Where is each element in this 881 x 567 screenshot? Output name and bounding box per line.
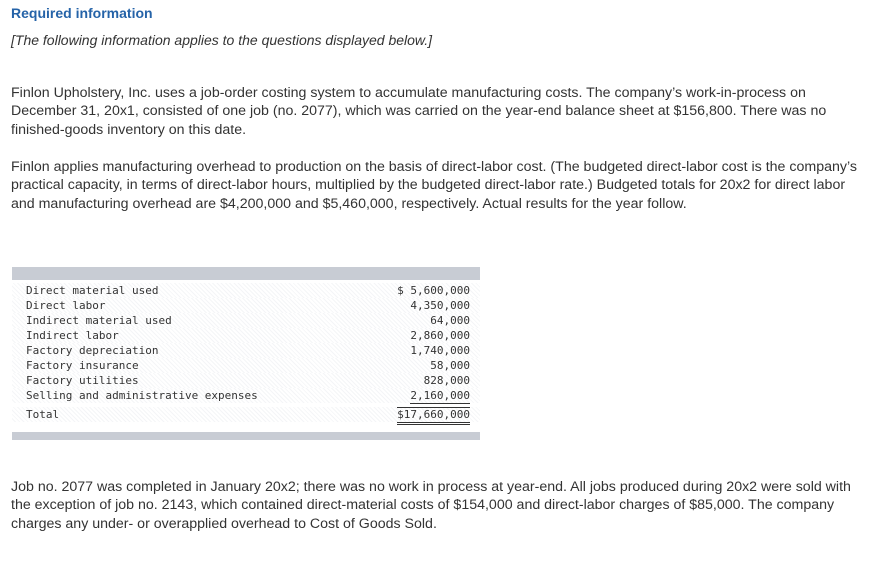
table-body [12, 280, 480, 432]
row-value: 828,000 [423, 374, 470, 387]
table-row [12, 343, 480, 358]
row-label: Direct material used [26, 284, 159, 297]
table-row [12, 328, 480, 343]
row-label: Selling and administrative expenses [26, 389, 258, 402]
table-row [12, 358, 480, 373]
overhead-paragraph: Finlon applies manufacturing overhead to production on the basis of direct-labor cost. (The budgeted direct-labor cost is the company’s practical capacity, in terms of direct-labor hours, multiplied by the budgeted direct-labor rate.) Budgeted totals for 20x2 for direct labor and manufacturing overhead are $4,200,000 and $5,460,000, respectively. Actual results for the year follow. [11, 159, 857, 212]
row-value: 4,350,000 [410, 299, 470, 312]
row-value: $ 5,600,000 [397, 284, 470, 297]
table-footer-bar [12, 432, 480, 440]
row-label: Indirect labor [26, 329, 119, 342]
table-row [12, 388, 480, 403]
table-header-bar [12, 267, 480, 280]
info-applies-note: [The following information applies to the questions displayed below.] [11, 32, 433, 48]
row-value: 58,000 [430, 359, 470, 372]
table-row [12, 298, 480, 313]
row-label: Direct labor [26, 299, 106, 312]
row-label: Factory utilities [26, 374, 139, 387]
intro-paragraph: Finlon Upholstery, Inc. uses a job-order costing system to accumulate manufacturing costs. The company’s work-in-process on December 31, 20x1, consisted of one job (no. 2077), which was carried on the year-end balance sheet at $156,800. There was no finished-goods inventory on this date. [11, 85, 827, 138]
total-value: $17,660,000 [397, 407, 470, 425]
required-information-title: Required information [11, 5, 153, 21]
table-row [12, 283, 480, 298]
row-label: Indirect material used [26, 314, 172, 327]
closing-paragraph: Job no. 2077 was completed in January 20x2; there was no work in process at year-end. All jobs produced during 20x2 were sold with the exception of job no. 2143, which contained direct-material costs of $154,000 and direct-labor charges of $85,000. The company charges any under- or overapplied overhead to Cost of Goods Sold. [11, 479, 851, 532]
row-value: 2,860,000 [410, 329, 470, 342]
row-value: 64,000 [430, 314, 470, 327]
row-label: Factory depreciation [26, 344, 159, 357]
actual-results-table [12, 267, 480, 441]
table-total-row [12, 407, 480, 422]
table-row [12, 313, 480, 328]
row-value: 2,160,000 [410, 389, 470, 402]
row-label: Factory insurance [26, 359, 139, 372]
row-value: 1,740,000 [410, 344, 470, 357]
table-row [12, 373, 480, 388]
total-label: Total [26, 408, 60, 421]
